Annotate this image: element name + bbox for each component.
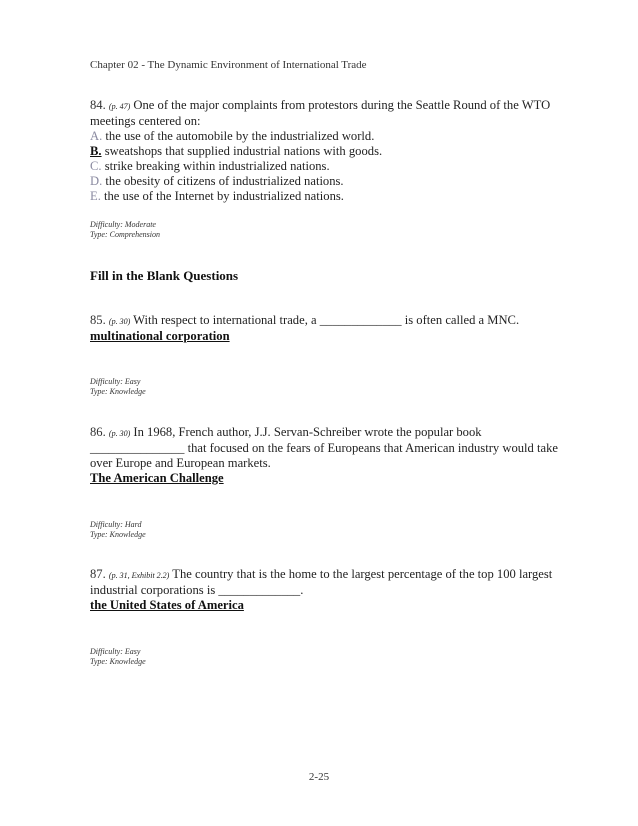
section-title: Fill in the Blank Questions (90, 268, 239, 283)
question-84 (90, 98, 560, 204)
question-85-meta (90, 377, 146, 397)
page-reference: (p. 30) (108, 317, 131, 326)
question-86-meta (90, 520, 146, 540)
question-text: In 1968, French author, J.J. Servan-Schreiber wrote the popular book (133, 425, 482, 439)
option-text: the use of the automobile by the industrialized world. (105, 129, 375, 143)
question-text-continued: _______________ that focused on the fears of Europeans that American industry would take (90, 441, 558, 455)
correct-option-letter: B. (90, 144, 102, 158)
option-letter: A. (90, 129, 103, 143)
option-letter: E. (90, 189, 101, 203)
page-header: Chapter 02 - The Dynamic Environment of International Trade (90, 59, 367, 71)
type-label: Type: Knowledge (90, 387, 146, 396)
option-text: strike breaking within industrialized nations. (104, 159, 330, 173)
type-label: Type: Knowledge (90, 530, 146, 539)
page-number: 2-25 (308, 771, 330, 783)
difficulty-label: Difficulty: Easy (90, 647, 141, 656)
question-number: 86. (90, 425, 106, 439)
page-reference: (p. 31, Exhibit 2.2) (108, 571, 170, 580)
difficulty-label: Difficulty: Moderate (90, 220, 156, 229)
question-text-continued: industrial corporations is _____________. (90, 583, 304, 597)
question-87-meta (90, 647, 146, 667)
option-text: the obesity of citizens of industrialized nations. (105, 174, 344, 188)
option-letter: D. (90, 174, 103, 188)
option-text: sweatshops that supplied industrial nations with goods. (104, 144, 383, 158)
question-87 (90, 567, 560, 613)
question-number: 87. (90, 567, 106, 581)
option-b (90, 144, 560, 159)
question-85 (90, 313, 560, 344)
option-d (90, 174, 560, 189)
question-84-meta (90, 220, 160, 240)
type-label: Type: Comprehension (90, 230, 160, 239)
answer-text: the United States of America (90, 598, 244, 612)
answer-text: multinational corporation (90, 329, 230, 343)
difficulty-label: Difficulty: Easy (90, 377, 141, 386)
difficulty-label: Difficulty: Hard (90, 520, 142, 529)
page-reference: (p. 47) (108, 102, 131, 111)
question-text-continued: over Europe and European markets. (90, 456, 271, 470)
question-number: 84. (90, 98, 106, 112)
answer-text: The American Challenge (90, 471, 224, 485)
question-number: 85. (90, 313, 106, 327)
option-letter: C. (90, 159, 102, 173)
question-text: The country that is the home to the largest percentage of the top 100 largest (172, 567, 553, 581)
option-text: the use of the Internet by industrialized nations. (104, 189, 344, 203)
option-a (90, 129, 560, 144)
question-text: With respect to international trade, a _____________ is often called a MNC. (133, 313, 520, 327)
option-c (90, 159, 560, 174)
type-label: Type: Knowledge (90, 657, 146, 666)
question-text-continued: meetings centered on: (90, 114, 201, 128)
page-reference: (p. 30) (108, 429, 131, 438)
question-86 (90, 425, 560, 486)
question-text: One of the major complaints from protestors during the Seattle Round of the WTO (133, 98, 551, 112)
option-e (90, 189, 560, 204)
